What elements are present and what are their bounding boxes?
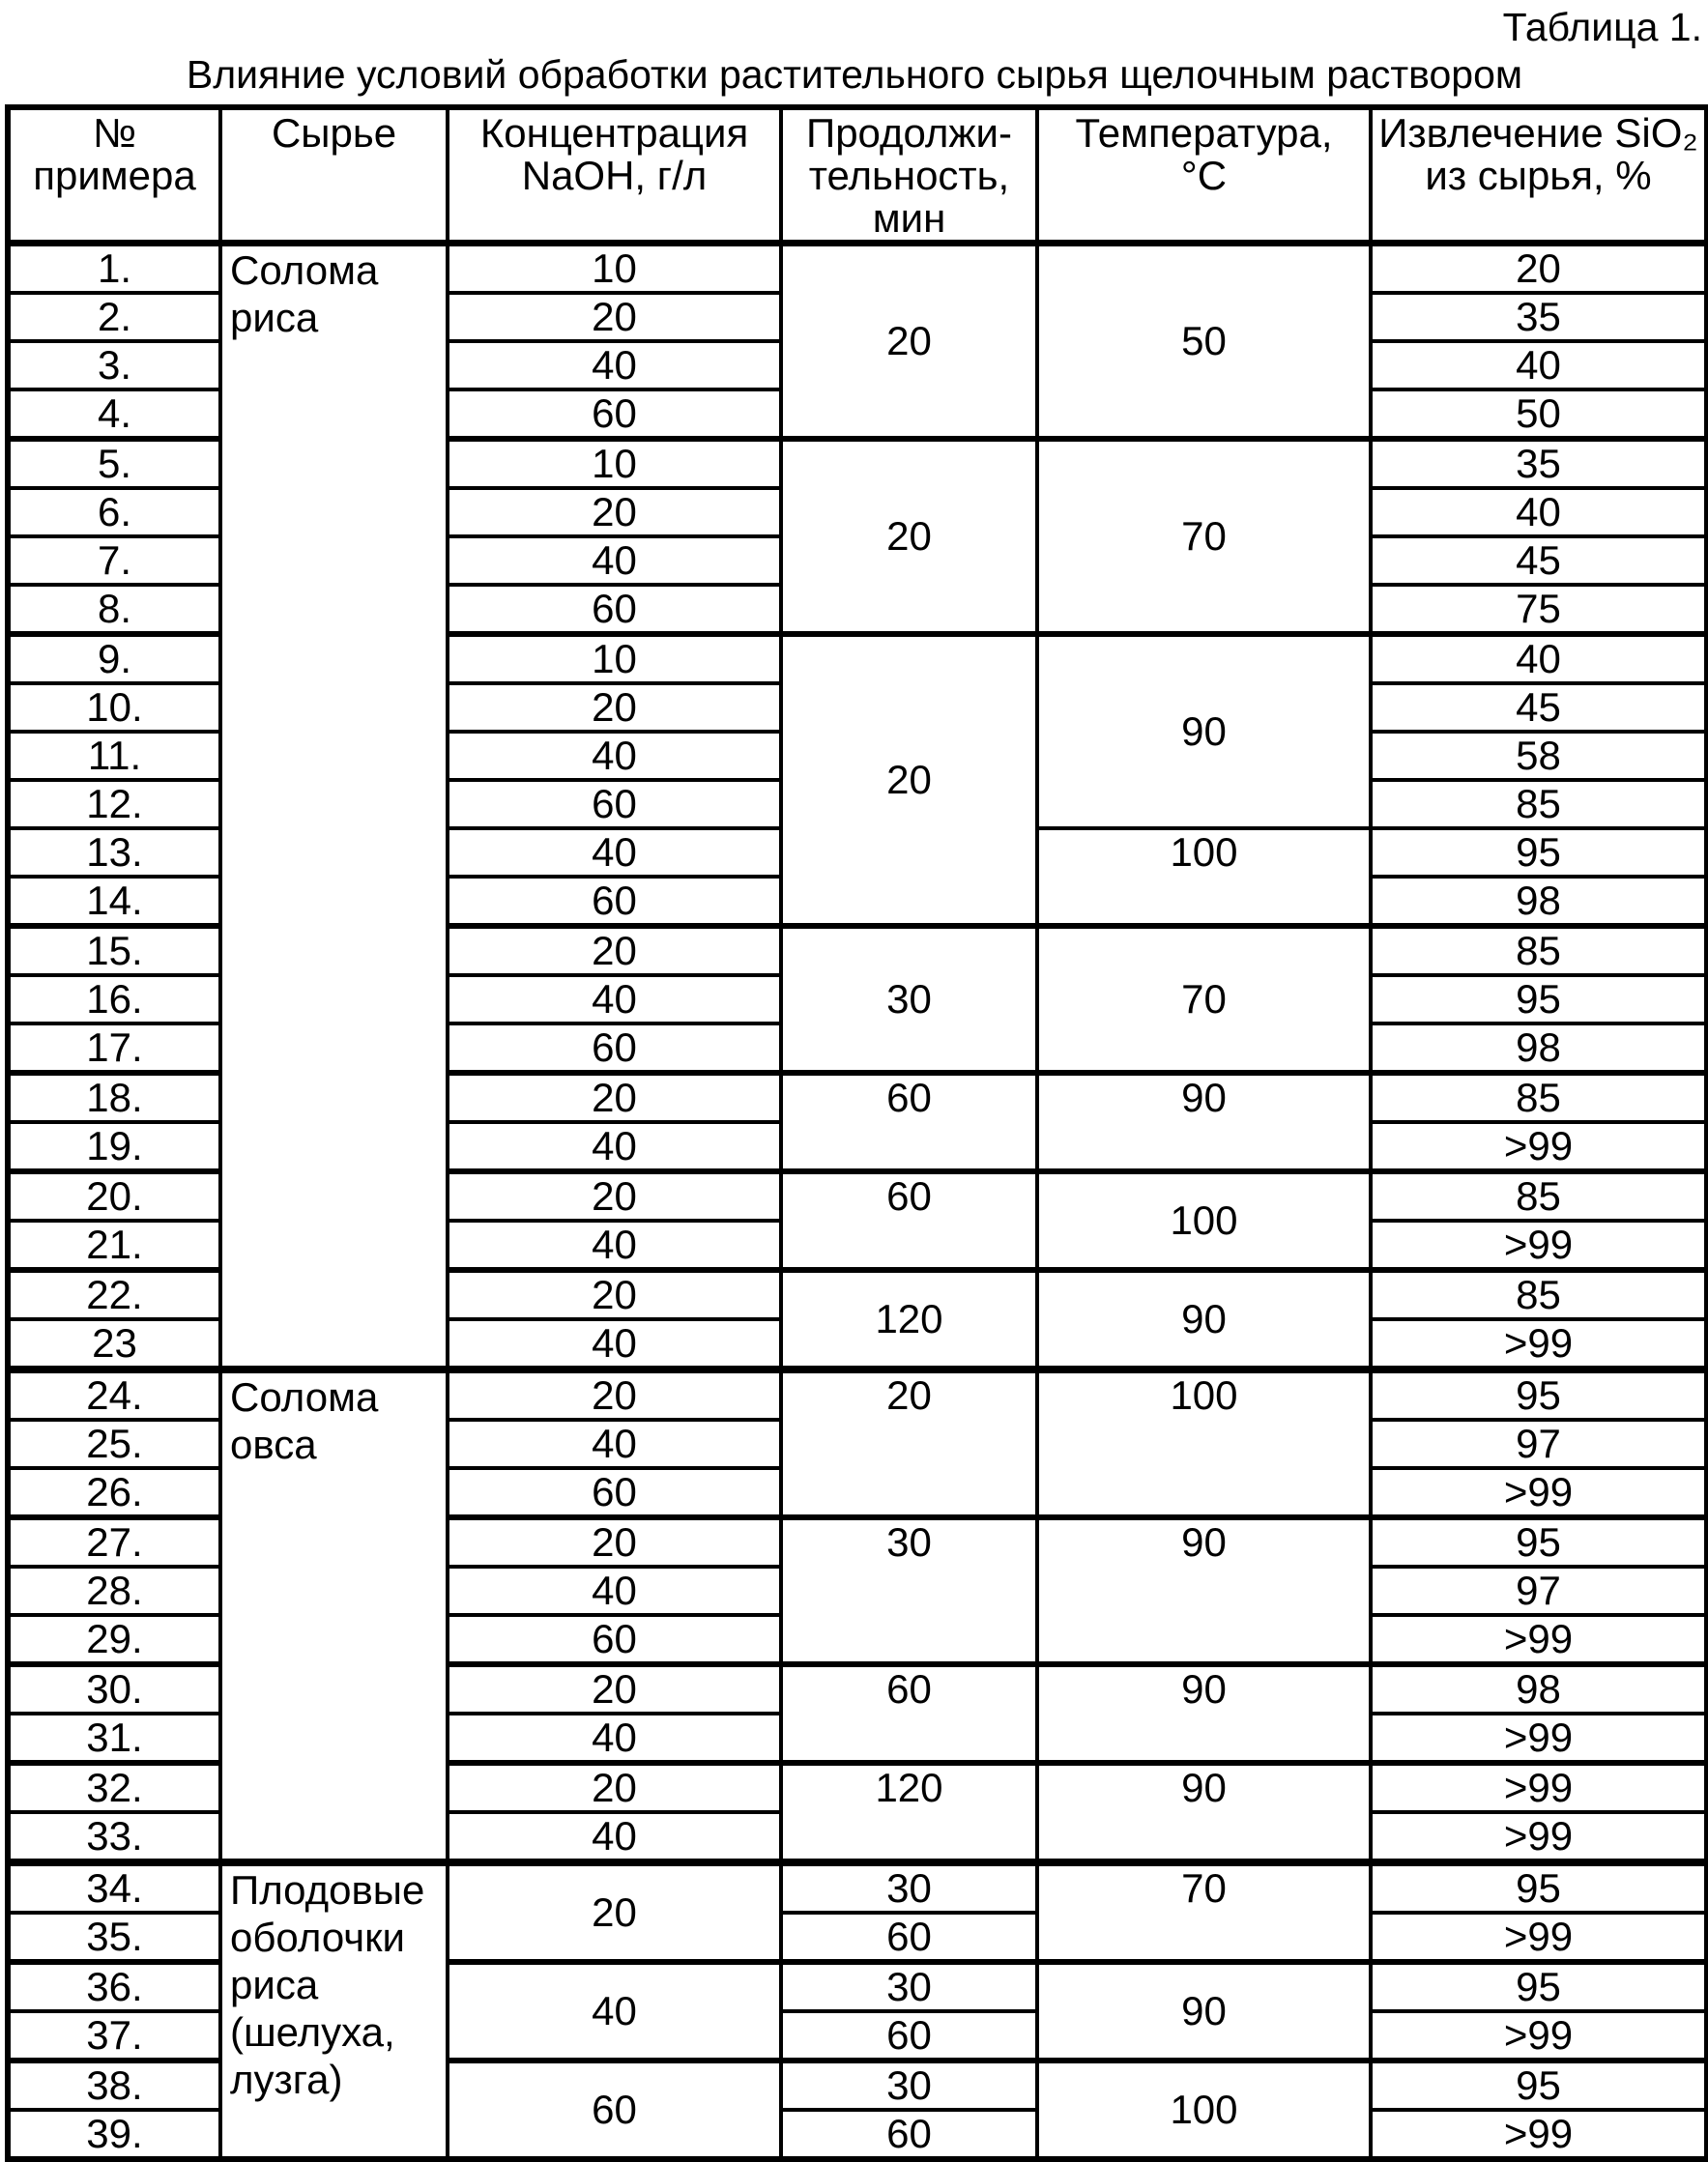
table-cell: 85	[1371, 926, 1707, 975]
table-cell: 120	[781, 1763, 1037, 1862]
table-cell: 40	[1371, 341, 1707, 389]
table-cell: 40	[1371, 634, 1707, 683]
table-cell: 40	[448, 1962, 781, 2061]
table-cell: 33.	[8, 1812, 220, 1862]
table-cell: 100	[1037, 828, 1371, 926]
table-cell: 20	[448, 1270, 781, 1319]
table-cell: 16.	[8, 975, 220, 1023]
table-cell: 40	[448, 1319, 781, 1369]
table-cell: 40	[448, 1567, 781, 1615]
table-cell: Плодовые оболочки риса (шелуха, лузга)	[220, 1862, 448, 2159]
table-cell: 15.	[8, 926, 220, 975]
table-cell: 98	[1371, 1023, 1707, 1073]
table-cell: 95	[1371, 1369, 1707, 1420]
table-cell: 35	[1371, 439, 1707, 488]
table-cell: 20	[781, 439, 1037, 634]
table-cell: 24.	[8, 1369, 220, 1420]
table-cell: 20	[448, 926, 781, 975]
table-cell: 30	[781, 1517, 1037, 1664]
table-cell: 60	[448, 2061, 781, 2159]
table-cell: 20	[448, 1517, 781, 1567]
table-cell: 20	[448, 293, 781, 341]
table-cell: 45	[1371, 683, 1707, 732]
table-cell: 90	[1037, 634, 1371, 828]
data-table	[5, 104, 1708, 2162]
table-cell: 30	[781, 2061, 1037, 2110]
table-cell: >99	[1371, 2110, 1707, 2159]
table-cell: 85	[1371, 780, 1707, 828]
table-cell: 40	[448, 1420, 781, 1468]
table-cell: 120	[781, 1270, 1037, 1369]
table-cell: 60	[781, 1913, 1037, 1962]
table-cell: >99	[1371, 1122, 1707, 1171]
table-cell: 20	[448, 1763, 781, 1812]
table-cell: 70	[1037, 439, 1371, 634]
table-cell: 50	[1371, 389, 1707, 439]
table-cell: 70	[1037, 1862, 1371, 1962]
table-cell: 60	[448, 877, 781, 926]
table-cell: 60	[781, 1171, 1037, 1270]
table-number-label: Таблица 1.	[1502, 5, 1702, 49]
table-cell: 100	[1037, 2061, 1371, 2159]
table-cell: 40	[448, 732, 781, 780]
table-cell: 20	[448, 488, 781, 536]
table-cell: Солома риса	[220, 244, 448, 1370]
table-cell: 90	[1037, 1270, 1371, 1369]
table-cell: 35.	[8, 1913, 220, 1962]
table-cell: 60	[448, 389, 781, 439]
table-cell: 35	[1371, 293, 1707, 341]
table-cell: 10	[448, 634, 781, 683]
table-cell: 27.	[8, 1517, 220, 1567]
table-cell: 97	[1371, 1420, 1707, 1468]
table-cell: >99	[1371, 1763, 1707, 1812]
table-cell: 8.	[8, 585, 220, 634]
table-cell: 36.	[8, 1962, 220, 2011]
table-cell: 45	[1371, 536, 1707, 585]
table-cell: 40	[1371, 488, 1707, 536]
table-cell: 95	[1371, 1862, 1707, 1913]
table-cell: 14.	[8, 877, 220, 926]
table-cell: 95	[1371, 828, 1707, 877]
table-cell: 75	[1371, 585, 1707, 634]
table-cell: 26.	[8, 1468, 220, 1517]
table-cell: 9.	[8, 634, 220, 683]
table-cell: 7.	[8, 536, 220, 585]
table-cell: 21.	[8, 1221, 220, 1270]
table-cell: 10.	[8, 683, 220, 732]
table-cell: 60	[781, 1664, 1037, 1763]
column-header: Концентрация NaOH, г/л	[448, 107, 781, 244]
table-cell: 6.	[8, 488, 220, 536]
table-cell: 11.	[8, 732, 220, 780]
table-cell: 10	[448, 439, 781, 488]
table-cell: 29.	[8, 1615, 220, 1664]
table-cell: 28.	[8, 1567, 220, 1615]
column-header: Сырье	[220, 107, 448, 244]
table-cell: 20	[781, 244, 1037, 440]
table-cell: 95	[1371, 2061, 1707, 2110]
table-cell: 1.	[8, 244, 220, 294]
column-header: Извлечение SiO₂ из сырья, %	[1371, 107, 1707, 244]
table-cell: 4.	[8, 389, 220, 439]
table-cell: >99	[1371, 1319, 1707, 1369]
table-cell: 97	[1371, 1567, 1707, 1615]
table-cell: 20	[448, 1171, 781, 1221]
table-cell: 31.	[8, 1714, 220, 1763]
table-cell: 60	[448, 1468, 781, 1517]
table-cell: 60	[781, 1073, 1037, 1171]
table-cell: 60	[448, 1615, 781, 1664]
table-cell: 90	[1037, 1517, 1371, 1664]
table-cell: 40	[448, 1221, 781, 1270]
table-cell: 20	[448, 1664, 781, 1714]
table-cell: 20	[781, 1369, 1037, 1517]
table-cell: 95	[1371, 1517, 1707, 1567]
table-cell: 19.	[8, 1122, 220, 1171]
table-cell: 60	[448, 1023, 781, 1073]
table-cell: 25.	[8, 1420, 220, 1468]
table-cell: >99	[1371, 1221, 1707, 1270]
table-cell: >99	[1371, 1615, 1707, 1664]
table-cell: 30.	[8, 1664, 220, 1714]
table-cell: 13.	[8, 828, 220, 877]
table-cell: 30	[781, 1862, 1037, 1913]
table-cell: 85	[1371, 1171, 1707, 1221]
table-cell: 38.	[8, 2061, 220, 2110]
table-cell: 37.	[8, 2011, 220, 2061]
table-cell: 2.	[8, 293, 220, 341]
table-cell: Солома овса	[220, 1369, 448, 1862]
table-body	[8, 244, 1707, 2160]
table-cell: 12.	[8, 780, 220, 828]
table-title: Влияние условий обработки растительного сырья щелочным раствором	[186, 52, 1523, 97]
table-cell: 20	[781, 634, 1037, 926]
table-cell: 40	[448, 1812, 781, 1862]
table-cell: 20.	[8, 1171, 220, 1221]
table-cell: 58	[1371, 732, 1707, 780]
table-row	[8, 1862, 1707, 1913]
table-cell: 20	[448, 1862, 781, 1962]
table-header	[8, 107, 1707, 244]
table-cell: 20	[448, 1369, 781, 1420]
table-cell: 85	[1371, 1270, 1707, 1319]
table-cell: 90	[1037, 1763, 1371, 1862]
table-cell: 90	[1037, 1962, 1371, 2061]
table-cell: 5.	[8, 439, 220, 488]
table-cell: 60	[781, 2011, 1037, 2061]
table-cell: 40	[448, 341, 781, 389]
table-cell: 98	[1371, 877, 1707, 926]
table-cell: 95	[1371, 1962, 1707, 2011]
table-cell: 100	[1037, 1171, 1371, 1270]
table-row	[8, 1369, 1707, 1420]
table-cell: 90	[1037, 1664, 1371, 1763]
table-cell: 95	[1371, 975, 1707, 1023]
column-header: Продолжи- тельность, мин	[781, 107, 1037, 244]
table-cell: >99	[1371, 1468, 1707, 1517]
table-cell: 39.	[8, 2110, 220, 2159]
table-cell: 40	[448, 828, 781, 877]
table-cell: >99	[1371, 1714, 1707, 1763]
table-header-row	[8, 107, 1707, 244]
table-row	[8, 244, 1707, 294]
table-cell: 40	[448, 1122, 781, 1171]
table-cell: 98	[1371, 1664, 1707, 1714]
table-cell: 60	[448, 585, 781, 634]
table-cell: 17.	[8, 1023, 220, 1073]
table-cell: 32.	[8, 1763, 220, 1812]
table-cell: >99	[1371, 1812, 1707, 1862]
table-cell: 70	[1037, 926, 1371, 1073]
table-cell: 18.	[8, 1073, 220, 1122]
table-cell: 3.	[8, 341, 220, 389]
table-cell: 85	[1371, 1073, 1707, 1122]
table-cell: 50	[1037, 244, 1371, 440]
table-cell: >99	[1371, 2011, 1707, 2061]
table-cell: 34.	[8, 1862, 220, 1913]
column-header: № примера	[8, 107, 220, 244]
table-cell: 60	[781, 2110, 1037, 2159]
table-cell: >99	[1371, 1913, 1707, 1962]
table-cell: 23	[8, 1319, 220, 1369]
table-cell: 90	[1037, 1073, 1371, 1171]
table-cell: 40	[448, 1714, 781, 1763]
table-cell: 40	[448, 975, 781, 1023]
table-cell: 20	[448, 1073, 781, 1122]
table-cell: 20	[1371, 244, 1707, 294]
table-cell: 30	[781, 926, 1037, 1073]
table-cell: 30	[781, 1962, 1037, 2011]
table-cell: 22.	[8, 1270, 220, 1319]
table-cell: 100	[1037, 1369, 1371, 1517]
table-cell: 60	[448, 780, 781, 828]
table-cell: 20	[448, 683, 781, 732]
table-cell: 40	[448, 536, 781, 585]
column-header: Температура, °С	[1037, 107, 1371, 244]
table-cell: 10	[448, 244, 781, 294]
